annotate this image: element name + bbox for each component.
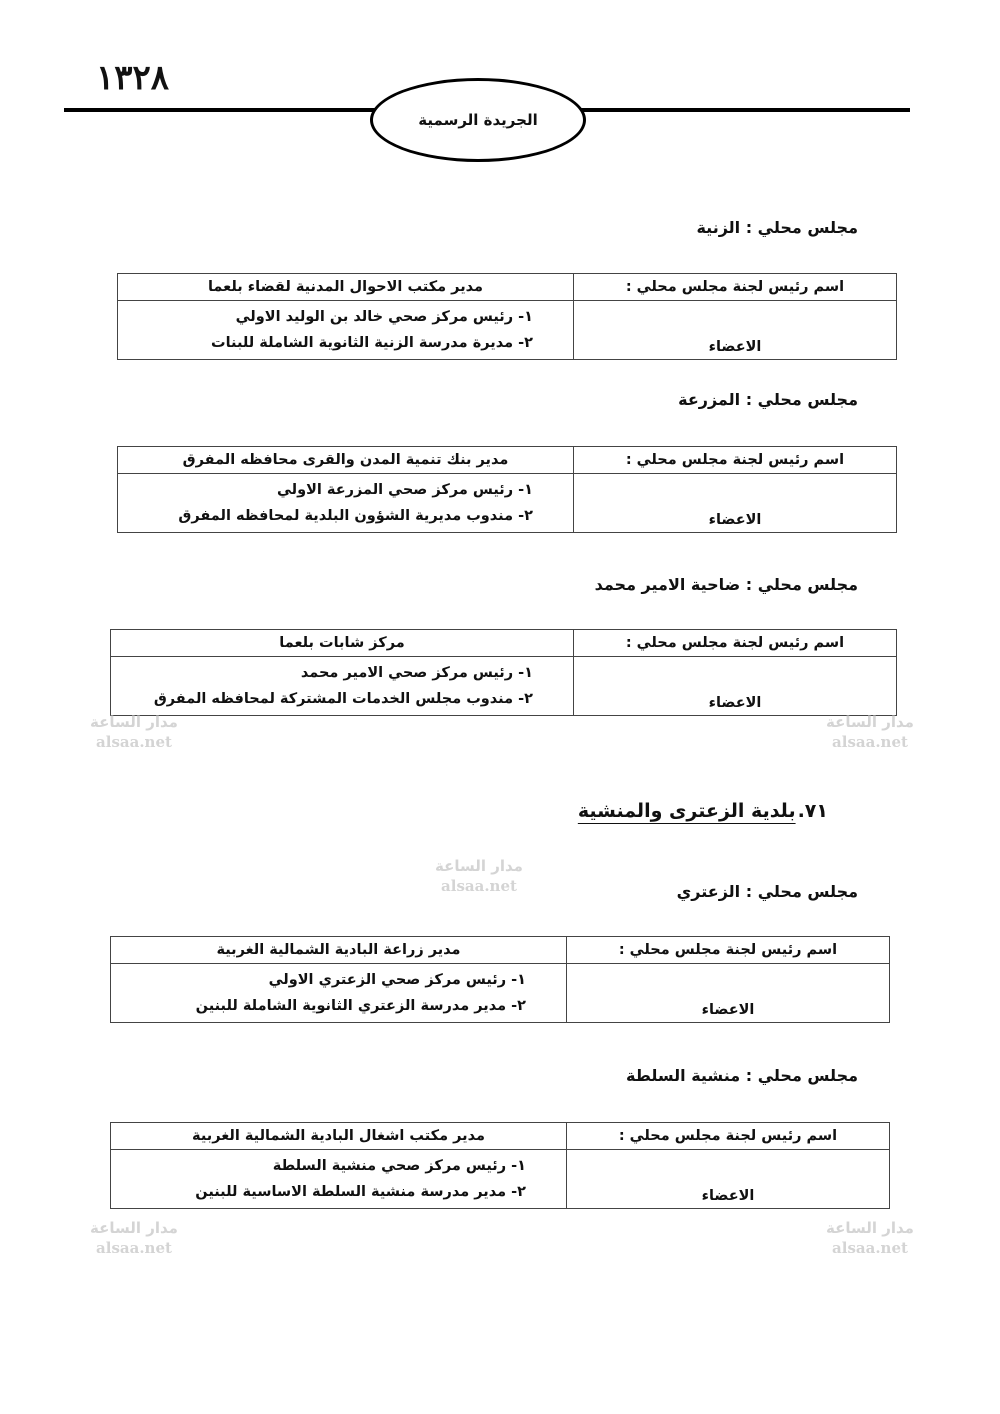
member-item: ٢- مندوب مديرية الشؤون البلدية لمحافظه المفرق: [178, 508, 533, 524]
members-label: الاعضاء: [574, 474, 897, 533]
member-item: ٢- مدير مدرسة منشية السلطة الاساسية للبنين: [195, 1184, 526, 1200]
council-table-prince-mohammad: [110, 629, 897, 716]
council-table-mazraa: [117, 446, 897, 533]
members-list: [111, 657, 574, 716]
members-label: الاعضاء: [567, 964, 890, 1023]
member-item: ٢- مندوب مجلس الخدمات المشتركة لمحافظه المفرق: [153, 691, 533, 707]
watermark: مدار الساعة alsaa.net: [90, 1219, 178, 1257]
member-item: ١- رئيس مركز صحي منشية السلطة: [272, 1158, 526, 1174]
chair-value: مدير مكتب اشغال البادية الشمالية الغربية: [111, 1123, 567, 1150]
member-item: ١- رئيس مركز صحي الامير محمد: [300, 665, 533, 681]
council-table-zaatari: [110, 936, 890, 1023]
section-title-mazraa: مجلس محلي : المزرعة: [678, 390, 858, 409]
chair-label: اسم رئيس لجنة مجلس محلي :: [574, 447, 897, 474]
members-list: [118, 301, 574, 360]
members-list: [111, 1150, 567, 1209]
members-label: الاعضاء: [574, 301, 897, 360]
municipality-number: ٧١.: [797, 800, 828, 822]
chair-value: مدير بنك تنمية المدن والقرى محافظه المفرق: [118, 447, 574, 474]
member-item: ١- رئيس مركز صحي الزعتري الاولي: [268, 972, 526, 988]
watermark: مدار الساعة alsaa.net: [90, 713, 178, 751]
chair-value: مركز شابات بلعما: [111, 630, 574, 657]
municipality-heading: [578, 800, 828, 822]
chair-label: اسم رئيس لجنة مجلس محلي :: [574, 630, 897, 657]
page-number: ١٣٢٨: [96, 58, 170, 98]
chair-label: اسم رئيس لجنة مجلس محلي :: [567, 937, 890, 964]
gazette-title: الجريدة الرسمية: [370, 78, 586, 162]
members-label: الاعضاء: [567, 1150, 890, 1209]
section-title-zinia: مجلس محلي : الزنية: [696, 218, 858, 237]
member-item: ٢- مديرة مدرسة الزنية الثانوية الشاملة للبنات: [211, 335, 533, 351]
chair-label: اسم رئيس لجنة مجلس محلي :: [567, 1123, 890, 1150]
council-table-manshiyat-sulta: [110, 1122, 890, 1209]
member-item: ١- رئيس مركز صحي المزرعة الاولي: [276, 482, 533, 498]
municipality-title: بلدية الزعترى والمنشية: [577, 800, 796, 822]
members-list: [111, 964, 567, 1023]
members-label: الاعضاء: [574, 657, 897, 716]
member-item: ١- رئيس مركز صحي خالد بن الوليد الاولي: [235, 309, 533, 325]
member-item: ٢- مدير مدرسة الزعتري الثانوية الشاملة للبنين: [195, 998, 526, 1014]
section-title-zaatari: مجلس محلي : الزعتري: [676, 882, 858, 901]
chair-value: مدير مكتب الاحوال المدنية لقضاء بلعما: [118, 274, 574, 301]
council-table-zinia: [117, 273, 897, 360]
chair-value: مدير زراعة البادية الشمالية الغربية: [111, 937, 567, 964]
watermark: مدار الساعة alsaa.net: [826, 713, 914, 751]
members-list: [118, 474, 574, 533]
watermark: مدار الساعة alsaa.net: [826, 1219, 914, 1257]
watermark: مدار الساعة alsaa.net: [435, 857, 523, 895]
section-title-prince-mohammad: مجلس محلي : ضاحية الامير محمد: [594, 575, 858, 594]
chair-label: اسم رئيس لجنة مجلس محلي :: [574, 274, 897, 301]
section-title-manshiyat-sulta: مجلس محلي : منشية السلطة: [626, 1066, 858, 1085]
